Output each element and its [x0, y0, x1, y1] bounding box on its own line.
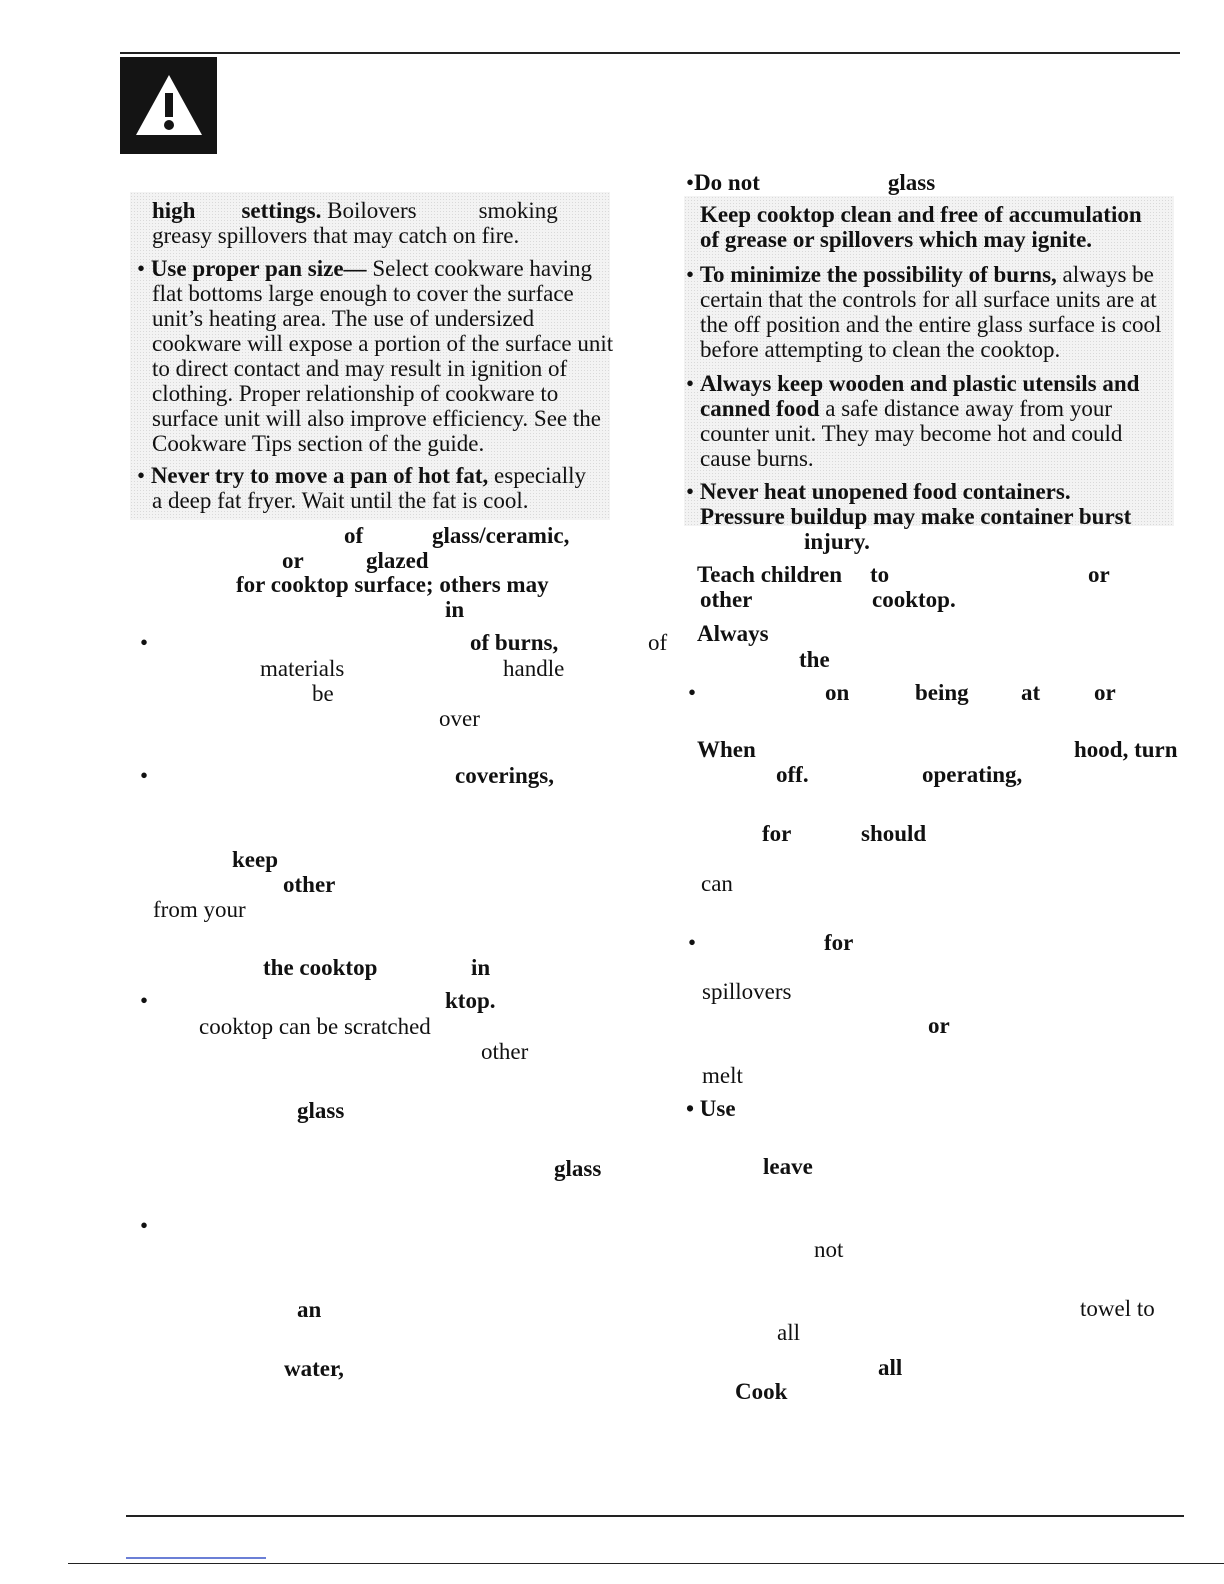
- text-fragment: off.: [776, 762, 809, 787]
- top-rule: [120, 52, 1180, 54]
- text-fragment: towel to: [1080, 1296, 1155, 1321]
- text-fragment: to: [870, 562, 890, 587]
- pan-size-line: unit’s heating area. The use of undersized: [152, 306, 535, 331]
- text-fragment: keep: [232, 847, 278, 872]
- text-fragment: hood, turn: [1074, 737, 1178, 762]
- pan-size-line: flat bottoms large enough to cover the surface: [152, 281, 574, 306]
- intro-word: high: [152, 198, 196, 223]
- text-fragment: •: [688, 680, 697, 705]
- hot-fat-text: especially: [494, 463, 587, 488]
- text-fragment: or: [1094, 680, 1116, 705]
- pan-size-text: Select cookware having: [372, 256, 593, 281]
- burns-lead: To minimize the possibility of burns,: [699, 262, 1057, 287]
- text-fragment: glass: [554, 1156, 602, 1181]
- text-fragment: When: [697, 737, 756, 762]
- text-fragment: spillovers: [702, 979, 792, 1004]
- text-fragment: •: [140, 988, 149, 1013]
- text-fragment: not: [814, 1237, 844, 1262]
- text-fragment: cooktop.: [872, 587, 956, 612]
- text-fragment: Cook: [735, 1379, 788, 1404]
- text-fragment: or: [928, 1013, 950, 1038]
- text-fragment: in: [471, 955, 491, 980]
- pan-size-item: [137, 256, 617, 456]
- burns-line: before attempting to clean the cooktop.: [700, 337, 1061, 362]
- text-fragment: water,: [284, 1356, 344, 1381]
- pan-size-line: clothing. Proper relationship of cookware to: [152, 381, 559, 406]
- text-fragment: at: [1021, 680, 1041, 705]
- utensils-text: a safe distance away from your: [825, 396, 1112, 421]
- bullet: •: [137, 463, 146, 488]
- keep-clean-line: of grease or spillovers which may ignite.: [700, 227, 1093, 252]
- text-fragment: of: [344, 523, 364, 548]
- text-fragment: can: [701, 871, 733, 896]
- warning-box: [120, 57, 217, 154]
- pan-size-lead: Use proper pan size—: [150, 256, 367, 281]
- text-fragment: all: [777, 1320, 800, 1345]
- text-fragment: cooktop can be scratched: [199, 1014, 431, 1039]
- do-not-word: glass: [887, 170, 936, 195]
- burns-text: always be: [1062, 262, 1154, 287]
- text-fragment: for: [762, 821, 792, 846]
- text-fragment: coverings,: [455, 763, 555, 788]
- text-fragment: glass/ceramic,: [432, 523, 570, 548]
- intro-word: smoking: [478, 198, 558, 223]
- do-not-word: Do not: [694, 170, 760, 195]
- intro-word: Boilovers: [327, 198, 417, 223]
- containers-line: injury.: [804, 529, 870, 554]
- text-fragment: for cooktop surface; others may: [236, 572, 549, 597]
- utensils-lead: canned food: [700, 396, 820, 421]
- text-fragment: Teach children: [697, 562, 843, 587]
- text-fragment: handle: [503, 656, 565, 681]
- hot-fat-item: [137, 463, 617, 513]
- bullet: •: [686, 262, 695, 287]
- text-fragment: • Use: [686, 1096, 736, 1121]
- footer-rule: [68, 1563, 1224, 1564]
- utensils-lead: Always keep wooden and plastic utensils and: [699, 371, 1140, 396]
- do-not-item: [686, 170, 1176, 195]
- text-fragment: over: [439, 706, 480, 731]
- pan-size-line: surface unit will also improve efficiency. See the: [152, 406, 601, 431]
- containers-item: [686, 479, 1176, 554]
- text-fragment: melt: [702, 1063, 743, 1088]
- text-fragment: •: [140, 630, 149, 655]
- text-fragment: other: [481, 1039, 529, 1064]
- text-fragment: other: [283, 872, 336, 897]
- footer-link-underline[interactable]: [126, 1557, 266, 1559]
- bullet: •: [137, 256, 146, 281]
- text-fragment: operating,: [922, 762, 1023, 787]
- bullet: •: [686, 170, 695, 195]
- text-fragment: the cooktop: [263, 955, 378, 980]
- text-fragment: glazed: [366, 548, 429, 573]
- text-fragment: all: [878, 1355, 903, 1380]
- burns-item: [686, 262, 1176, 362]
- keep-clean-line: Keep cooktop clean and free of accumulation: [700, 202, 1142, 227]
- text-fragment: other: [700, 587, 753, 612]
- text-fragment: materials: [260, 656, 345, 681]
- text-fragment: •: [140, 1213, 149, 1238]
- containers-line: Pressure buildup may make container burst: [700, 504, 1132, 529]
- utensils-line: cause burns.: [700, 446, 814, 471]
- hot-fat-lead: Never try to move a pan of hot fat,: [150, 463, 489, 488]
- warning-triangle-icon: [134, 73, 204, 137]
- text-fragment: of: [648, 630, 668, 655]
- text-fragment: •: [140, 763, 149, 788]
- utensils-line: counter unit. They may become hot and could: [700, 421, 1123, 446]
- text-fragment: leave: [763, 1154, 813, 1179]
- pan-size-line: cookware will expose a portion of the surface unit: [152, 331, 614, 356]
- text-fragment: for: [824, 930, 854, 955]
- burns-line: certain that the controls for all surface units are at: [700, 287, 1157, 312]
- text-fragment: glass: [297, 1098, 345, 1123]
- text-fragment: should: [861, 821, 927, 846]
- hot-fat-line: a deep fat fryer. Wait until the fat is cool.: [152, 488, 529, 513]
- intro-word: settings.: [241, 198, 322, 223]
- text-fragment: the: [799, 647, 830, 672]
- keep-clean-item: [700, 202, 1180, 252]
- left-intro: [152, 198, 622, 248]
- text-fragment: being: [915, 680, 969, 705]
- text-fragment: be: [312, 681, 334, 706]
- text-fragment: Always: [697, 621, 769, 646]
- text-fragment: of burns,: [470, 630, 559, 655]
- text-fragment: on: [825, 680, 850, 705]
- utensils-item: [686, 371, 1176, 471]
- text-fragment: ktop.: [445, 988, 496, 1013]
- text-fragment: in: [445, 597, 465, 622]
- text-fragment: from your: [153, 897, 246, 922]
- text-fragment: •: [688, 930, 697, 955]
- intro-line: greasy spillovers that may catch on fire.: [152, 223, 520, 248]
- text-fragment: or: [282, 548, 304, 573]
- pan-size-line: to direct contact and may result in ignition of: [152, 356, 568, 381]
- bullet: •: [686, 479, 695, 504]
- pan-size-line: Cookware Tips section of the guide.: [152, 431, 485, 456]
- containers-lead: Never heat unopened food containers.: [699, 479, 1071, 504]
- burns-line: the off position and the entire glass surface is cool: [700, 312, 1162, 337]
- bottom-rule: [126, 1515, 1184, 1517]
- text-fragment: an: [297, 1297, 322, 1322]
- bullet: •: [686, 371, 695, 396]
- text-fragment: or: [1088, 562, 1110, 587]
